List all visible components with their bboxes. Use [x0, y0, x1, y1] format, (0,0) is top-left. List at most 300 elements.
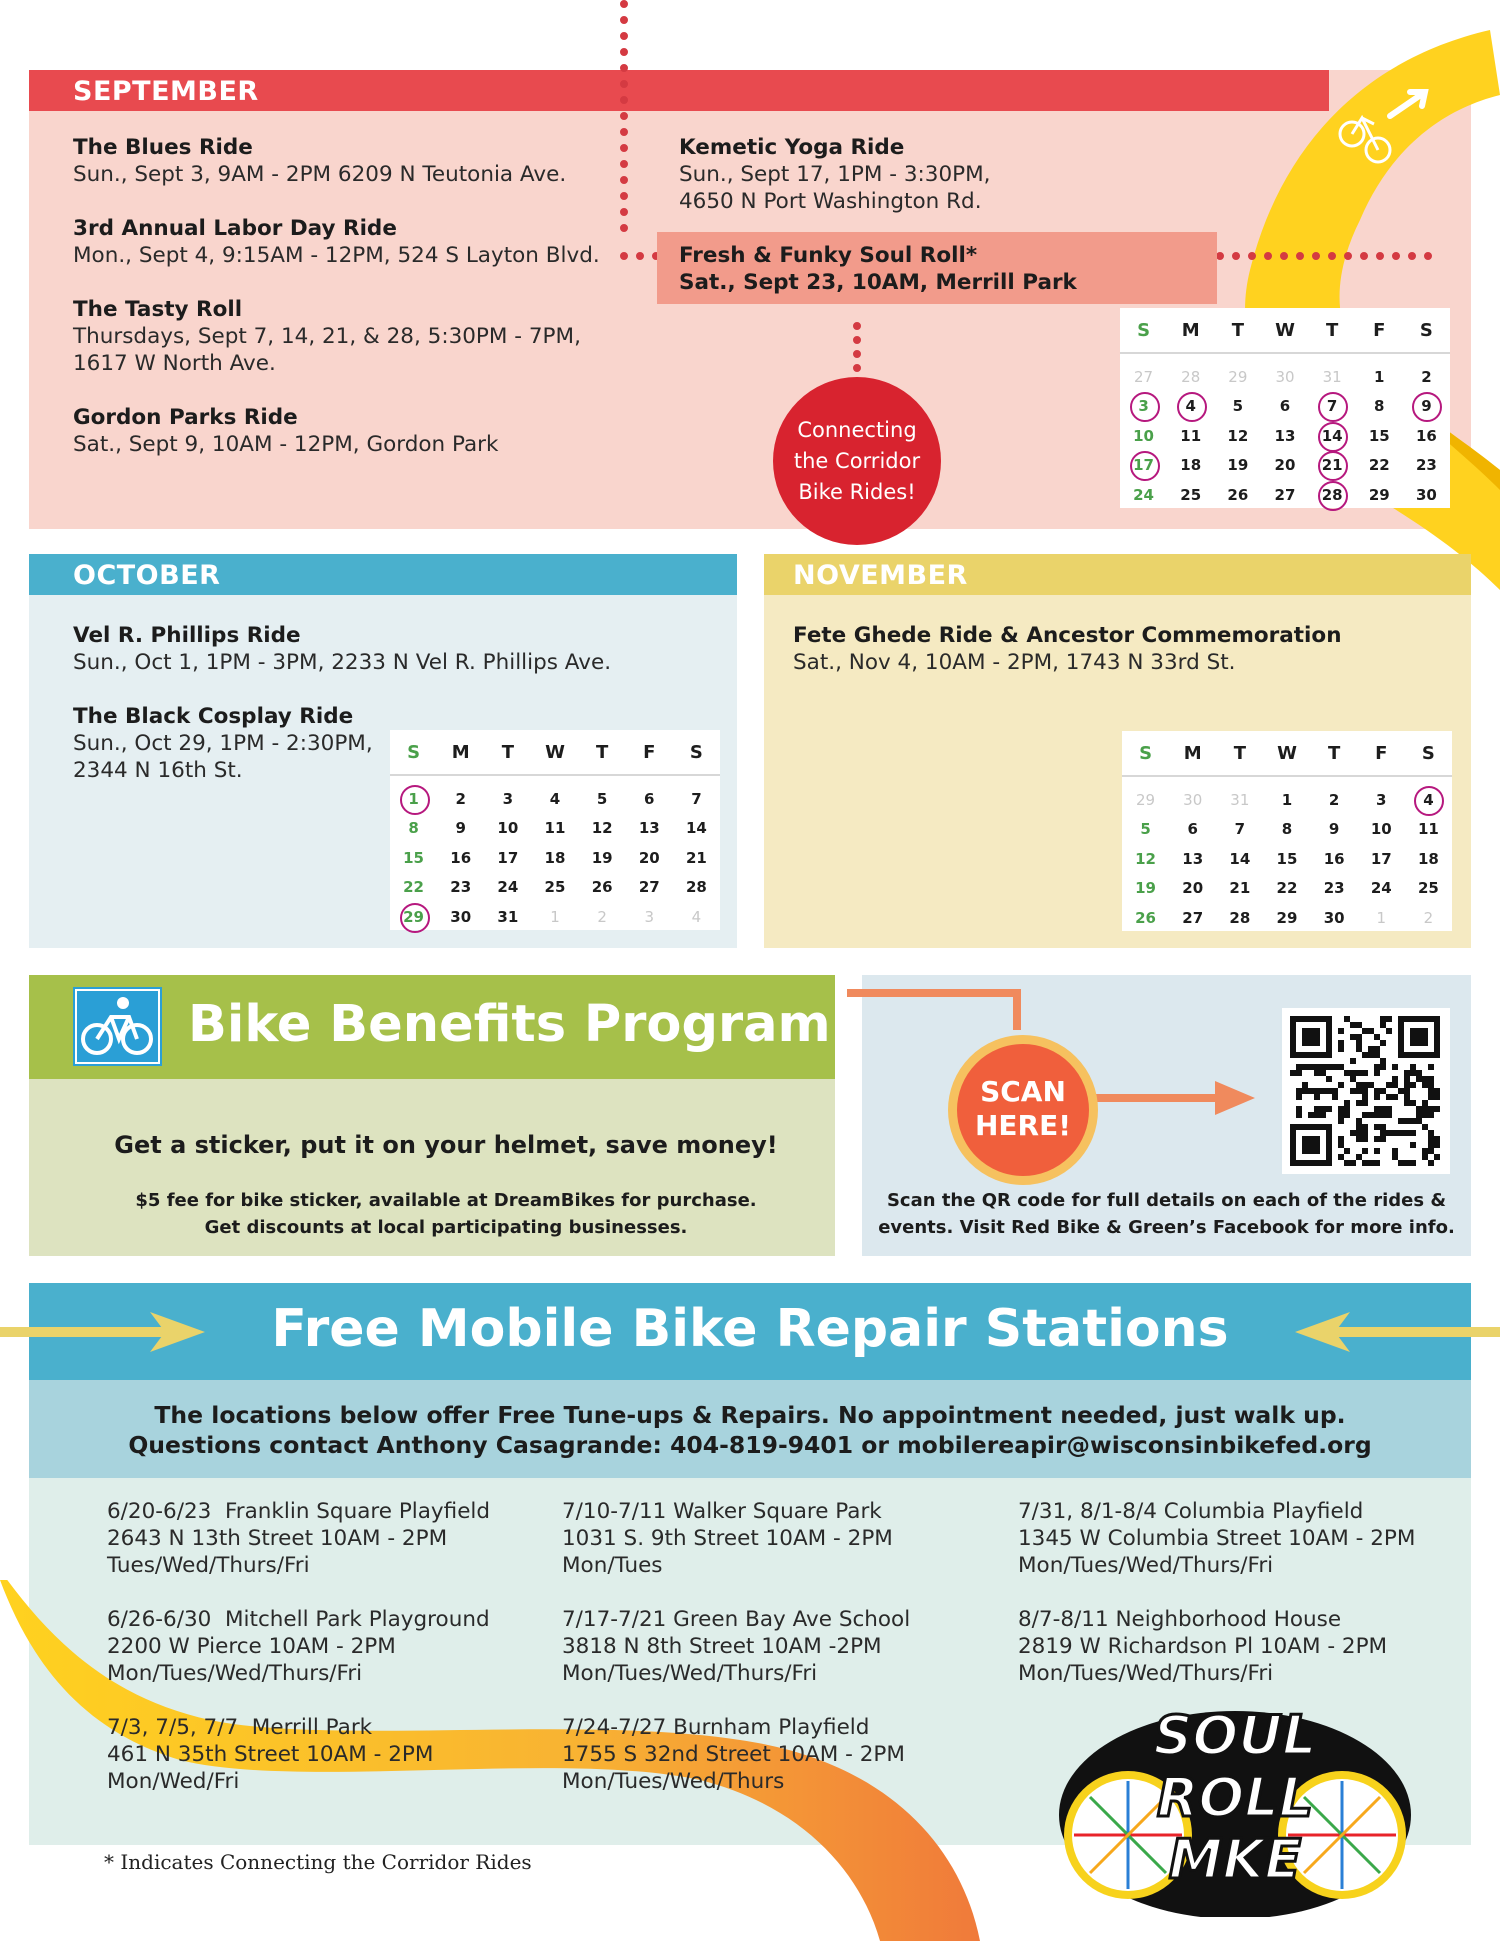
qr-module: [1320, 1106, 1326, 1112]
event-title: Kemetic Yoga Ride: [679, 135, 905, 160]
calendar-day: 1: [550, 907, 560, 926]
november-header: [764, 554, 1471, 595]
calendar-day: 5: [1232, 397, 1244, 416]
calendar-day: 17: [497, 848, 519, 867]
event-details: 1617 W North Ave.: [73, 351, 276, 376]
qr-module: [1398, 1160, 1404, 1166]
calendar-week-row: [1120, 392, 1450, 422]
qr-module: [1338, 1106, 1344, 1112]
qr-module: [1398, 1130, 1404, 1136]
calendar-day: 5: [596, 789, 608, 808]
qr-module: [1290, 1070, 1296, 1076]
calendar-day: 10: [1370, 820, 1392, 839]
calendar-day: 29: [1276, 908, 1298, 927]
repair-location-line: Mon/Tues/Wed/Thurs/Fri: [1018, 1553, 1274, 1578]
calendar-day: 19: [1135, 879, 1156, 898]
calendar-day: 4: [691, 907, 702, 926]
qr-module: [1314, 1106, 1320, 1112]
qr-module: [1362, 1094, 1368, 1100]
repair-sub-1: The locations below offer Free Tune-ups & Repairs. No appointment needed, just walk up.: [154, 1401, 1346, 1429]
scan-info-2: events. Visit Red Bike & Green’s Facebook for more info.: [878, 1217, 1455, 1238]
repair-location-line: 1345 W Columbia Street 10AM - 2PM: [1018, 1526, 1416, 1551]
event-details: Sat., Nov 4, 10AM - 2PM, 1743 N 33rd St.: [793, 650, 1236, 675]
event-details: 2344 N 16th St.: [73, 758, 243, 783]
calendar-day: 2: [455, 789, 466, 808]
calendar-day: 5: [1140, 820, 1151, 839]
calendar-day: 27: [1274, 485, 1296, 504]
october-title: OCTOBER: [73, 560, 221, 591]
qr-module: [1362, 1100, 1368, 1106]
qr-module: [1434, 1094, 1440, 1100]
qr-module: [1350, 1058, 1356, 1064]
calendar-day-ride: 28: [1309, 486, 1356, 504]
calendar-week-row: [1120, 421, 1450, 451]
qr-module: [1356, 1118, 1362, 1124]
weekday-label: F: [643, 741, 656, 763]
qr-module: [1344, 1148, 1350, 1154]
repair-location-line: 7/10-7/11 Walker Square Park: [562, 1499, 882, 1524]
qr-module: [1368, 1046, 1374, 1052]
calendar-day: 8: [1374, 397, 1385, 416]
qr-module: [1368, 1082, 1374, 1088]
event-details: Sun., Oct 29, 1PM - 2:30PM,: [73, 731, 373, 756]
calendar-day: 20: [638, 848, 660, 867]
qr-module: [1374, 1064, 1380, 1070]
qr-module: [1308, 1112, 1314, 1118]
event-title: Gordon Parks Ride: [73, 405, 298, 430]
qr-module: [1356, 1082, 1362, 1088]
calendar-week-row: [390, 843, 720, 873]
qr-module: [1392, 1076, 1398, 1082]
qr-module: [1428, 1106, 1434, 1112]
repair-location-line: 7/24-7/27 Burnham Playfield: [562, 1715, 870, 1740]
calendar-day: 13: [1182, 849, 1204, 868]
qr-module: [1362, 1112, 1368, 1118]
calendar-day-ride: 4: [1405, 791, 1452, 809]
calendar-day: 7: [691, 789, 702, 808]
weekday-label: M: [1183, 742, 1202, 764]
benefits-title: Bike Benefits Program: [188, 995, 831, 1054]
calendar-day: 28: [1229, 908, 1251, 927]
scan-line-1: SCAN: [980, 1075, 1066, 1108]
september-event-3: [73, 296, 581, 377]
highlight-event: [679, 242, 1077, 296]
qr-code[interactable]: [1282, 1008, 1450, 1174]
qr-module: [1428, 1088, 1434, 1094]
calendar-week-row: [390, 784, 720, 814]
calendar-day: 23: [1415, 456, 1437, 475]
repair-location: [562, 1498, 893, 1579]
qr-module: [1338, 1112, 1344, 1118]
calendar-weekday-header: [390, 730, 720, 776]
qr-module: [1338, 1040, 1344, 1046]
calendar-day: 15: [1276, 849, 1298, 868]
calendar-weekday-header: [1122, 731, 1452, 777]
calendar-day: 7: [1234, 820, 1246, 839]
qr-module: [1296, 1064, 1302, 1070]
scan-info-1: Scan the QR code for full details on each of the rides &: [886, 1190, 1447, 1211]
qr-module: [1374, 1046, 1380, 1052]
weekday-label: W: [1277, 742, 1297, 764]
calendar-day: 22: [1368, 456, 1390, 475]
qr-module: [1428, 1082, 1434, 1088]
weekday-label: T: [595, 741, 609, 763]
qr-module: [1362, 1070, 1368, 1076]
calendar-day: 31: [1230, 790, 1250, 809]
qr-module: [1380, 1022, 1386, 1028]
qr-module: [1362, 1160, 1368, 1166]
qr-module: [1410, 1130, 1416, 1136]
repair-location-line: 1031 S. 9th Street 10AM - 2PM: [562, 1526, 893, 1551]
qr-module: [1320, 1064, 1326, 1070]
repair-location-line: 7/3, 7/5, 7/7 Merrill Park: [107, 1715, 373, 1740]
qr-module: [1356, 1034, 1362, 1040]
calendar-week-row: [1120, 451, 1450, 481]
logo-line-1: SOUL: [1153, 1704, 1317, 1767]
qr-module: [1428, 1130, 1434, 1136]
repair-title: Free Mobile Bike Repair Stations: [271, 1299, 1229, 1359]
calendar-day: 16: [1415, 426, 1437, 445]
qr-module: [1410, 1100, 1416, 1106]
calendar-day: 18: [1417, 849, 1439, 868]
repair-location-line: 3818 N 8th Street 10AM -2PM: [562, 1634, 882, 1659]
september-event-kemetic: [679, 134, 990, 215]
calendar-day: 24: [1133, 485, 1154, 504]
weekday-label: W: [545, 741, 565, 763]
qr-module: [1404, 1118, 1410, 1124]
calendar-day: 29: [1368, 485, 1390, 504]
qr-module: [1296, 1070, 1302, 1076]
qr-module: [1404, 1094, 1410, 1100]
repair-location-line: Mon/Tues: [562, 1553, 663, 1578]
qr-module: [1368, 1028, 1374, 1034]
qr-module: [1362, 1130, 1368, 1136]
qr-module: [1314, 1112, 1320, 1118]
calendar-day-ride: 7: [1309, 397, 1356, 415]
event-details: Mon., Sept 4, 9:15AM - 12PM, 524 S Layton Blvd.: [73, 243, 600, 268]
qr-module: [1416, 1106, 1422, 1112]
september-event-2: [73, 215, 600, 269]
event-details: Sat., Sept 9, 10AM - 12PM, Gordon Park: [73, 432, 499, 457]
qr-module: [1332, 1064, 1338, 1070]
qr-module: [1350, 1130, 1356, 1136]
qr-module: [1332, 1088, 1338, 1094]
qr-module: [1422, 1154, 1428, 1160]
qr-module: [1368, 1160, 1374, 1166]
calendar-day: 11: [1180, 426, 1202, 445]
qr-module: [1422, 1112, 1428, 1118]
calendar-week-row: [1122, 844, 1452, 874]
qr-module: [1320, 1112, 1326, 1118]
qr-module: [1374, 1088, 1380, 1094]
qr-module: [1386, 1106, 1392, 1112]
highlight-title: Fresh & Funky Soul Roll*: [679, 243, 978, 268]
logo-line-2: ROLL: [1156, 1766, 1314, 1829]
calendar-day: 2: [1328, 790, 1340, 809]
weekday-label: S: [1137, 319, 1151, 341]
calendar-day: 14: [685, 819, 707, 838]
event-details: Sun., Oct 1, 1PM - 3PM, 2233 N Vel R. Phillips Ave.: [73, 650, 612, 675]
repair-location-line: 1755 S 32nd Street 10AM - 2PM: [562, 1742, 905, 1767]
qr-module: [1314, 1064, 1320, 1070]
october-event-2: [73, 703, 373, 784]
event-title: The Blues Ride: [73, 135, 253, 160]
qr-module: [1386, 1016, 1392, 1022]
qr-module: [1386, 1028, 1392, 1034]
calendar-day: 29: [1228, 367, 1248, 386]
qr-module: [1428, 1142, 1434, 1148]
calendar-day: 24: [1370, 879, 1392, 898]
qr-module: [1428, 1064, 1434, 1070]
calendar-week-row: [1122, 903, 1452, 933]
qr-module: [1410, 1160, 1416, 1166]
calendar-day: 18: [1180, 456, 1202, 475]
weekday-label: M: [451, 741, 470, 763]
bike-logo-icon: [73, 987, 162, 1066]
event-title: 3rd Annual Labor Day Ride: [73, 216, 397, 241]
october-header: [29, 554, 737, 595]
qr-module: [1344, 1160, 1350, 1166]
calendar-day: 13: [1274, 426, 1296, 445]
event-details: Sun., Sept 17, 1PM - 3:30PM,: [679, 162, 991, 187]
repair-location-line: 2819 W Richardson Pl 10AM - 2PM: [1018, 1634, 1388, 1659]
calendar-weekday-header: [1120, 308, 1450, 354]
qr-module: [1338, 1064, 1344, 1070]
calendar-day: 8: [1281, 820, 1293, 839]
repair-location: [107, 1606, 490, 1687]
scan-here-badge: [948, 1035, 1098, 1185]
benefits-line-2: Get discounts at local participating businesses.: [204, 1217, 688, 1238]
qr-module: [1428, 1148, 1434, 1154]
qr-module: [1356, 1124, 1362, 1130]
calendar-day: 26: [1135, 908, 1156, 927]
calendar-week-row: [1122, 815, 1452, 845]
calendar-day: 9: [455, 819, 466, 838]
calendar-day: 6: [1187, 820, 1198, 839]
calendar-day-ride: 14: [1309, 427, 1356, 445]
calendar-day: 10: [497, 819, 519, 838]
qr-module: [1296, 1094, 1302, 1100]
benefits-tagline: Get a sticker, put it on your helmet, save money!: [114, 1131, 778, 1159]
qr-module: [1434, 1142, 1440, 1148]
qr-module: [1350, 1076, 1356, 1082]
qr-module: [1362, 1124, 1368, 1130]
qr-module: [1392, 1130, 1398, 1136]
calendar-day: 27: [1134, 367, 1154, 386]
weekday-label: F: [1373, 319, 1386, 341]
qr-module: [1392, 1154, 1398, 1160]
logo-text: [1140, 1705, 1330, 1891]
calendar-day: 18: [544, 848, 566, 867]
qr-module: [1422, 1082, 1428, 1088]
qr-module: [1422, 1148, 1428, 1154]
calendar-day: 20: [1182, 879, 1204, 898]
qr-module: [1410, 1064, 1416, 1070]
qr-module: [1404, 1076, 1410, 1082]
repair-location-line: Mon/Tues/Wed/Thurs: [562, 1769, 785, 1794]
qr-module: [1380, 1040, 1386, 1046]
calendar-day: 26: [591, 878, 613, 897]
weekday-label: W: [1275, 319, 1295, 341]
qr-module: [1350, 1160, 1356, 1166]
qr-module: [1344, 1106, 1350, 1112]
calendar-day: 22: [403, 878, 424, 897]
repair-location-line: 2200 W Pierce 10AM - 2PM: [107, 1634, 396, 1659]
qr-module: [1356, 1070, 1362, 1076]
repair-sub-2: Questions contact Anthony Casagrande: 404-819-9401 or mobilereapir@wisconsinbikefed.org: [128, 1431, 1372, 1459]
qr-module: [1410, 1142, 1416, 1148]
qr-module: [1326, 1106, 1332, 1112]
qr-module: [1374, 1052, 1380, 1058]
calendar-day: 24: [497, 878, 519, 897]
qr-module: [1356, 1130, 1362, 1136]
qr-module: [1356, 1100, 1362, 1106]
weekday-label: S: [1421, 742, 1435, 764]
qr-module: [1434, 1154, 1440, 1160]
qr-module: [1356, 1088, 1362, 1094]
qr-module: [1356, 1040, 1362, 1046]
calendar-day: 29: [1136, 790, 1156, 809]
calendar-day: 22: [1276, 879, 1298, 898]
calendar-day: 30: [450, 907, 472, 926]
event-title: Vel R. Phillips Ride: [73, 623, 301, 648]
event-details: Sun., Sept 3, 9AM - 2PM 6209 N Teutonia Ave.: [73, 162, 567, 187]
qr-module: [1314, 1088, 1320, 1094]
weekday-label: S: [689, 741, 703, 763]
logo-line-3: MKE: [1168, 1828, 1302, 1891]
qr-module: [1296, 1112, 1302, 1118]
calendar-day: 2: [1421, 367, 1432, 386]
qr-module: [1404, 1100, 1410, 1106]
calendar-day: 11: [544, 819, 566, 838]
calendar-day: 13: [638, 819, 660, 838]
qr-module: [1356, 1046, 1362, 1052]
calendar-day: 10: [1133, 426, 1154, 445]
qr-module: [1416, 1118, 1422, 1124]
qr-module: [1428, 1094, 1434, 1100]
calendar-day: 15: [1368, 426, 1390, 445]
qr-module: [1374, 1160, 1380, 1166]
qr-module: [1398, 1118, 1404, 1124]
qr-module: [1422, 1124, 1428, 1130]
calendar-day: 1: [1374, 367, 1385, 386]
calendar-day: 16: [450, 848, 472, 867]
september-calendar: [1120, 308, 1450, 508]
calendar-week-row: [390, 902, 720, 932]
qr-finder: [1410, 1028, 1428, 1046]
qr-module: [1362, 1136, 1368, 1142]
qr-module: [1356, 1154, 1362, 1160]
qr-module: [1326, 1064, 1332, 1070]
qr-module: [1350, 1088, 1356, 1094]
calendar-day: 1: [1376, 908, 1387, 927]
calendar-day: 27: [1182, 908, 1204, 927]
qr-module: [1380, 1016, 1386, 1022]
calendar-day: 25: [1180, 485, 1202, 504]
qr-module: [1434, 1106, 1440, 1112]
calendar-day: 31: [1322, 367, 1342, 386]
qr-module: [1422, 1106, 1428, 1112]
qr-module: [1362, 1028, 1368, 1034]
calendar-day: 3: [502, 789, 514, 808]
qr-module: [1362, 1082, 1368, 1088]
qr-module: [1326, 1088, 1332, 1094]
calendar-day: 2: [597, 907, 607, 926]
november-calendar: [1122, 731, 1452, 931]
qr-module: [1374, 1112, 1380, 1118]
badge-line-3: Bike Rides!: [798, 480, 916, 504]
connecting-corridor-badge: [773, 377, 941, 545]
calendar-day: 25: [544, 878, 566, 897]
weekday-label: T: [1231, 319, 1244, 341]
calendar-day-ride: 4: [1167, 397, 1214, 415]
qr-module: [1344, 1070, 1350, 1076]
qr-module: [1380, 1088, 1386, 1094]
qr-module: [1362, 1088, 1368, 1094]
november-title: NOVEMBER: [793, 560, 968, 591]
footnote: * Indicates Connecting the Corridor Rides: [104, 1850, 532, 1874]
repair-location: [1018, 1498, 1415, 1579]
october-calendar: [390, 730, 720, 930]
calendar-day: 31: [497, 907, 519, 926]
qr-module: [1326, 1076, 1332, 1082]
repair-location-line: 6/26-6/30 Mitchell Park Playground: [107, 1607, 490, 1632]
qr-module: [1380, 1112, 1386, 1118]
qr-module: [1380, 1130, 1386, 1136]
qr-module: [1332, 1094, 1338, 1100]
benefits-line-1: $5 fee for bike sticker, available at DreamBikes for purchase.: [135, 1190, 757, 1211]
qr-module: [1392, 1082, 1398, 1088]
qr-module: [1344, 1016, 1350, 1022]
calendar-day-ride: 17: [1120, 456, 1167, 474]
repair-location-line: 6/20-6/23 Franklin Square Playfield: [107, 1499, 491, 1524]
repair-location-line: 7/31, 8/1-8/4 Columbia Playfield: [1018, 1499, 1364, 1524]
qr-module: [1398, 1088, 1404, 1094]
calendar-week-row: [1120, 480, 1450, 510]
repair-location-line: 2643 N 13th Street 10AM - 2PM: [107, 1526, 448, 1551]
qr-module: [1386, 1130, 1392, 1136]
calendar-day: 2: [1423, 908, 1434, 927]
calendar-day: 17: [1370, 849, 1392, 868]
qr-module: [1296, 1088, 1302, 1094]
weekday-label: S: [1139, 742, 1153, 764]
qr-module: [1434, 1136, 1440, 1142]
calendar-day: 23: [450, 878, 472, 897]
qr-module: [1368, 1112, 1374, 1118]
highlight-date: Sat., Sept 23, 10AM, Merrill Park: [679, 270, 1077, 295]
qr-module: [1302, 1064, 1308, 1070]
weekday-label: F: [1375, 742, 1388, 764]
repair-location-line: Mon/Wed/Fri: [107, 1769, 240, 1794]
repair-location: [562, 1606, 910, 1687]
qr-module: [1386, 1112, 1392, 1118]
calendar-day: 8: [408, 819, 419, 838]
event-details: Thursdays, Sept 7, 14, 21, & 28, 5:30PM - 7PM,: [73, 324, 581, 349]
calendar-day: 26: [1227, 485, 1249, 504]
qr-module: [1314, 1094, 1320, 1100]
calendar-day-ride: 3: [1120, 397, 1167, 415]
qr-module: [1308, 1064, 1314, 1070]
calendar-day: 12: [1135, 849, 1156, 868]
weekday-label: T: [1327, 742, 1341, 764]
qr-module: [1338, 1046, 1344, 1052]
weekday-label: S: [407, 741, 421, 763]
badge-line-2: the Corridor: [793, 449, 921, 473]
calendar-day: 21: [685, 848, 707, 867]
calendar-day: 30: [1275, 367, 1295, 386]
calendar-day: 16: [1323, 849, 1345, 868]
qr-module: [1338, 1028, 1344, 1034]
